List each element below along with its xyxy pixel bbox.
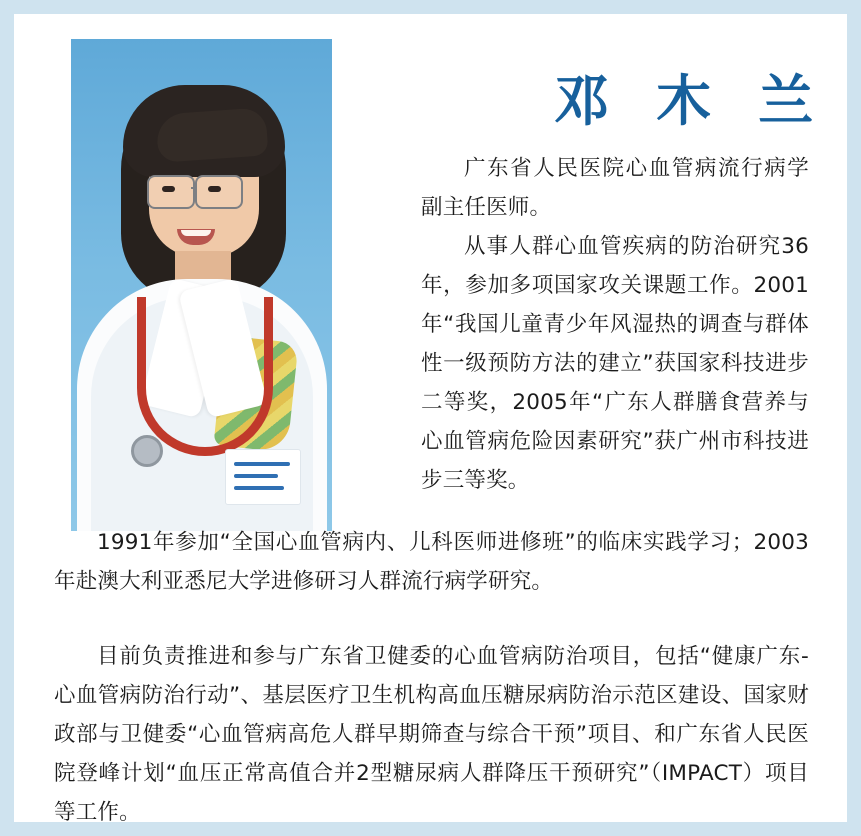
portrait-glasses-left bbox=[147, 175, 195, 209]
bio-paragraph-1: 广东省人民医院心血管病流行病学副主任医师。 bbox=[421, 156, 809, 220]
bio-column-right bbox=[421, 149, 809, 500]
document-page bbox=[14, 14, 847, 825]
stethoscope-head-icon bbox=[131, 435, 163, 467]
portrait-glasses-right bbox=[195, 175, 243, 209]
bio-block-3 bbox=[54, 637, 809, 832]
bio-paragraph-4: 目前负责推进和参与广东省卫健委的心血管病防治项目，包括“健康广东-心血管病防治行动”、基层医疗卫生机构高血压糖尿病防治示范区建设、国家财政部与卫健委“心血管病高危人群早期筛查与综合干预”项目、和广东省人民医院登峰计划“血压正常高值合并2型糖尿病人群降压干预研究”（IMPACT）项目等工作。 bbox=[54, 644, 809, 825]
badge-line-3 bbox=[234, 486, 284, 490]
portrait-glasses-bridge bbox=[191, 187, 197, 189]
doctor-name: 邓 木 兰 bbox=[554, 68, 828, 133]
badge-line-2 bbox=[234, 474, 278, 478]
document-content bbox=[14, 14, 847, 825]
doctor-portrait-photo bbox=[71, 39, 332, 531]
bio-paragraph-2: 从事人群心血管疾病的防治研究36年，参加多项国家攻关课题工作。2001年“我国儿童青少年风湿热的调查与群体性一级预防方法的建立”获国家科技进步二等奖，2005年“广东人群膳食营养与心血管病危险因素研究”获广州市科技进步三等奖。 bbox=[421, 234, 809, 493]
stethoscope-icon bbox=[137, 297, 273, 456]
portrait-fringe bbox=[155, 107, 268, 163]
badge-line-1 bbox=[234, 462, 290, 466]
bio-paragraph-3: 1991年参加“全国心血管病内、儿科医师进修班”的临床实践学习；2003年赴澳大利亚悉尼大学进修研习人群流行病学研究。 bbox=[54, 530, 809, 594]
portrait-eye-right bbox=[208, 186, 221, 192]
portrait-id-badge bbox=[225, 449, 301, 505]
bio-block-2 bbox=[54, 523, 809, 601]
portrait-eye-left bbox=[162, 186, 175, 192]
